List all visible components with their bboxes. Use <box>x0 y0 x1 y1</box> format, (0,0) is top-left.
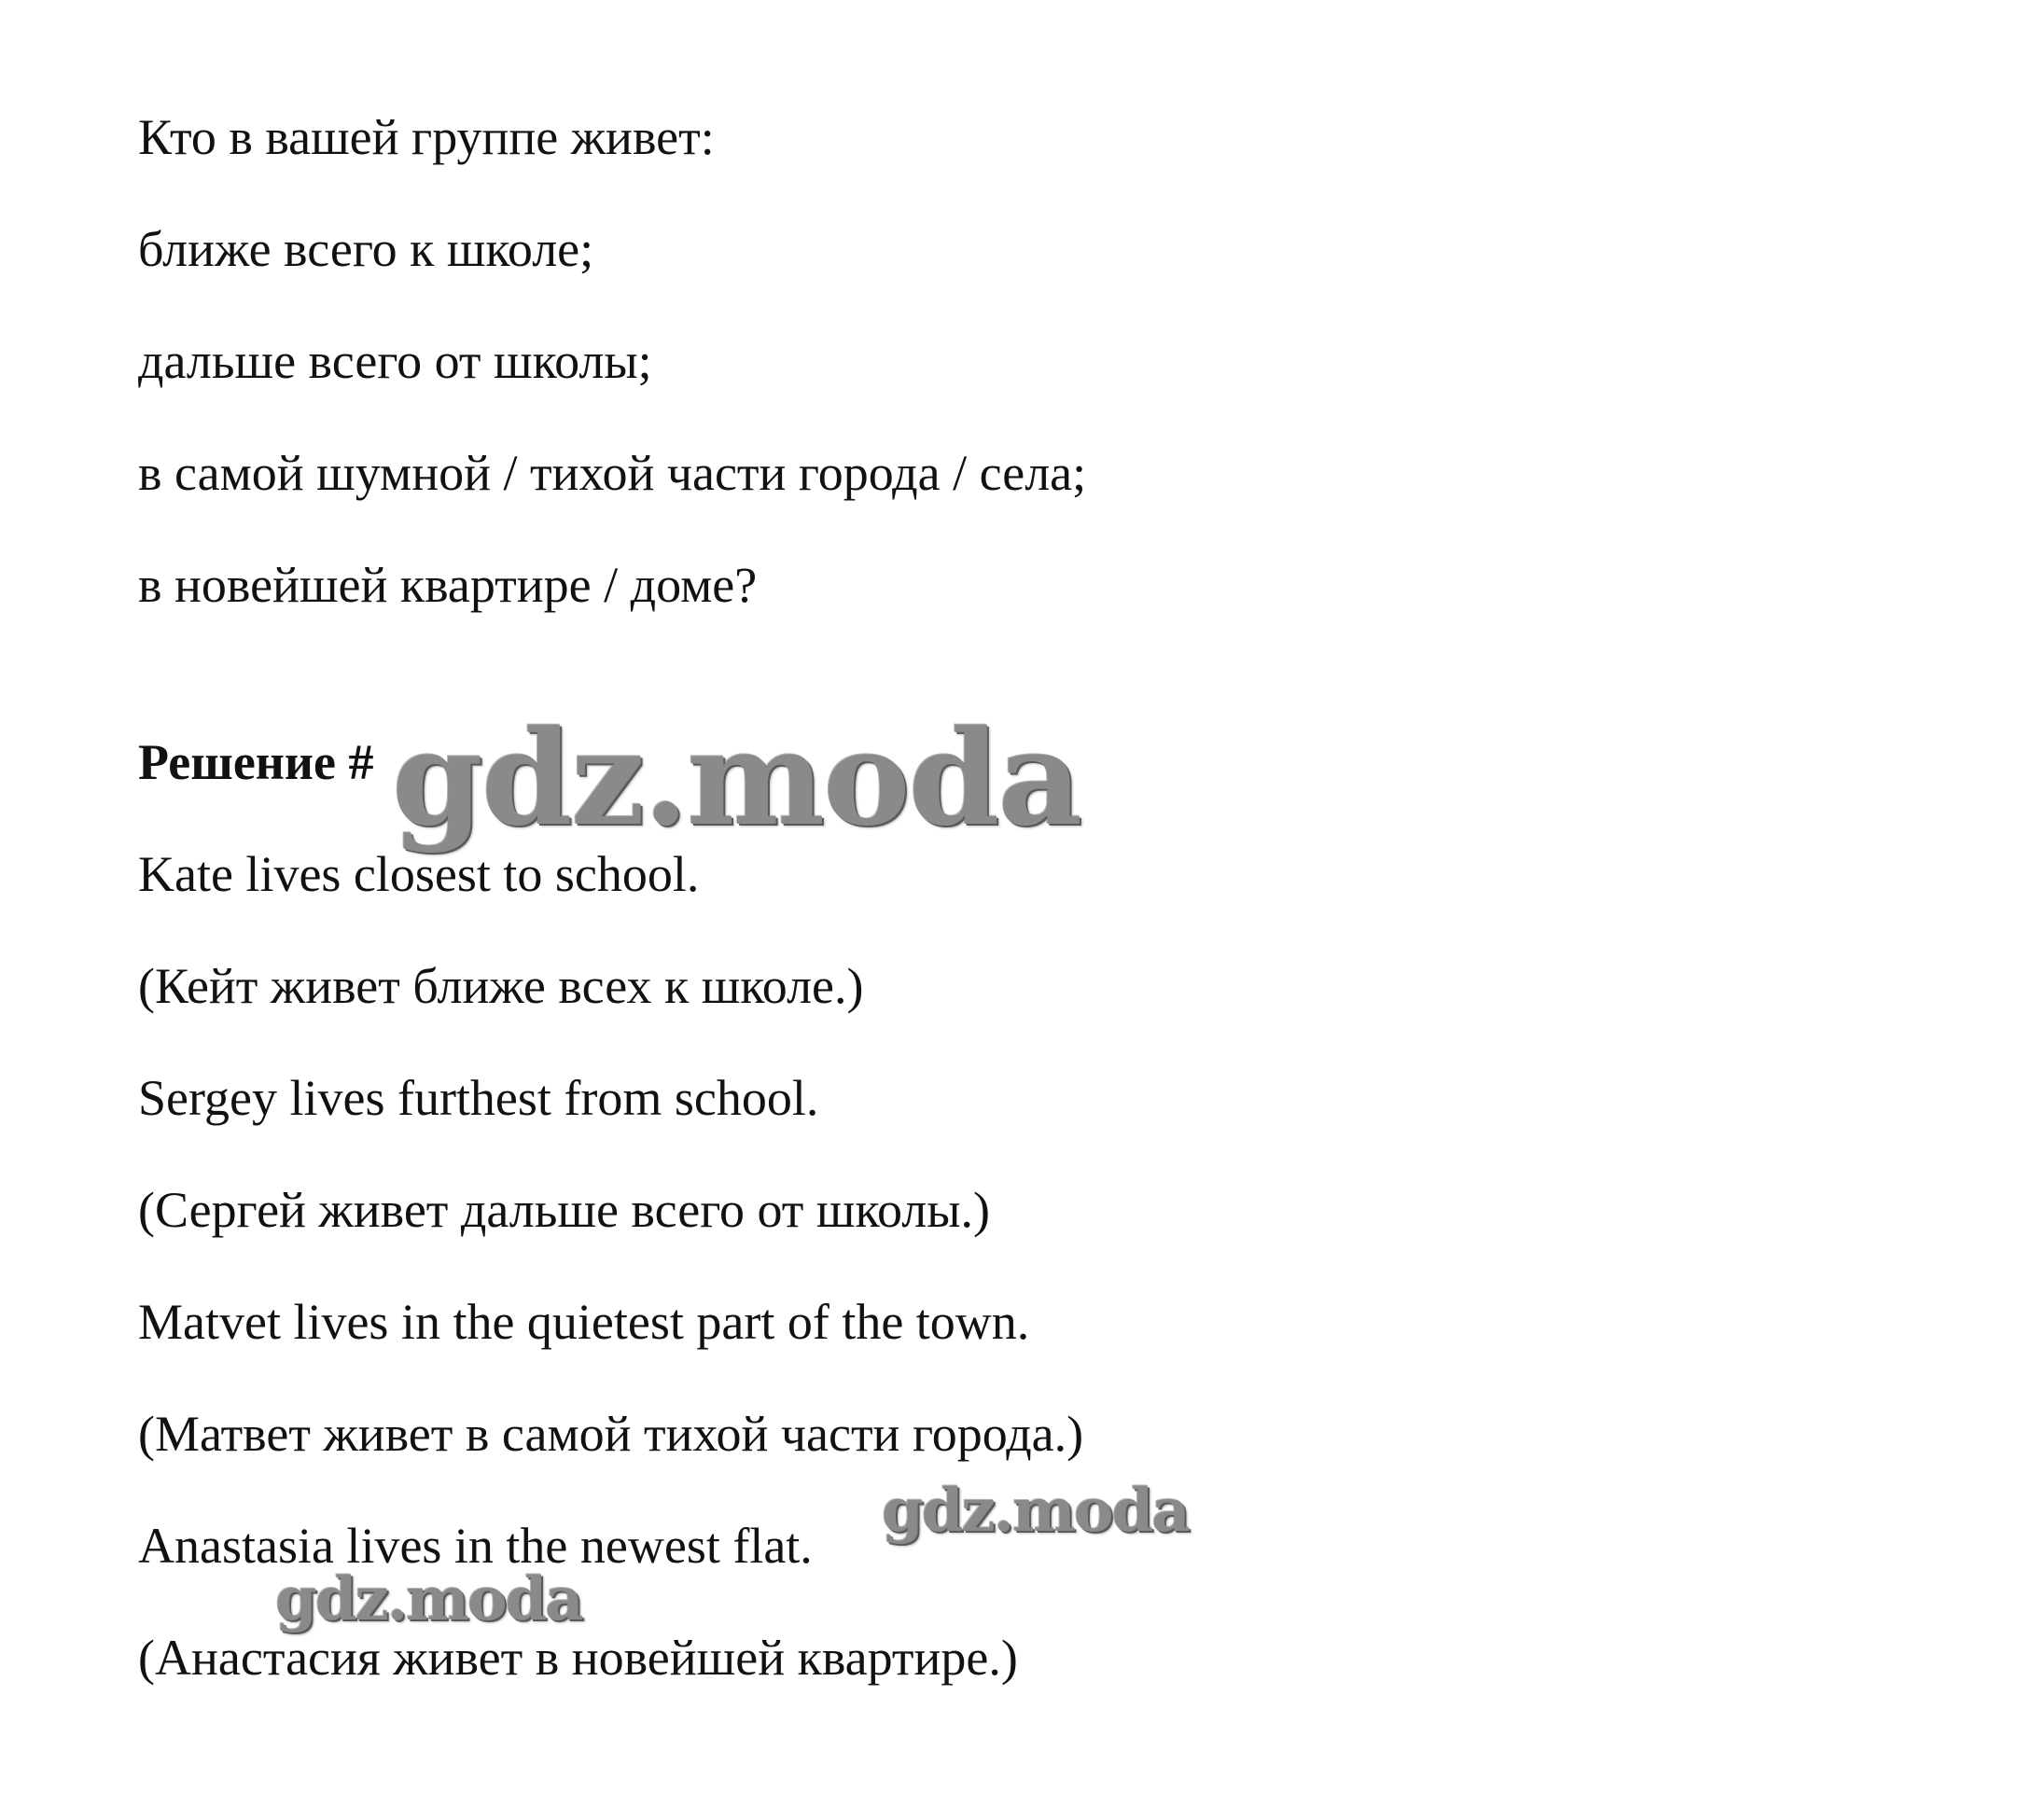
watermark-main: gdz.moda <box>392 702 1081 855</box>
task-line: в самой шумной / тихой части города / села; <box>138 445 1087 501</box>
task-line: Кто в вашей группе живет: <box>138 109 715 165</box>
solution-line: Matvet lives in the quietest part of the town. <box>138 1294 1030 1350</box>
watermark-bottom: gdz.moda <box>275 1564 582 1634</box>
solution-line: (Анастасия живет в новейшей квартире.) <box>138 1630 1018 1686</box>
solution-line: Sergey lives furthest from school. <box>138 1070 819 1126</box>
solution-heading: Решение # <box>138 734 374 790</box>
solution-line: (Сергей живет дальше всего от школы.) <box>138 1182 990 1238</box>
solution-line: Kate lives closest to school. <box>138 846 700 902</box>
task-line: в новейшей квартире / доме? <box>138 557 758 613</box>
solution-line: (Матвет живет в самой тихой части города.) <box>138 1406 1084 1462</box>
watermark-middle: gdz.moda <box>882 1476 1189 1546</box>
task-line: ближе всего к школе; <box>138 221 594 277</box>
solution-line: (Кейт живет ближе всех к школе.) <box>138 958 864 1014</box>
solution-line: Anastasia lives in the newest flat. <box>138 1518 813 1574</box>
task-line: дальше всего от школы; <box>138 333 652 389</box>
